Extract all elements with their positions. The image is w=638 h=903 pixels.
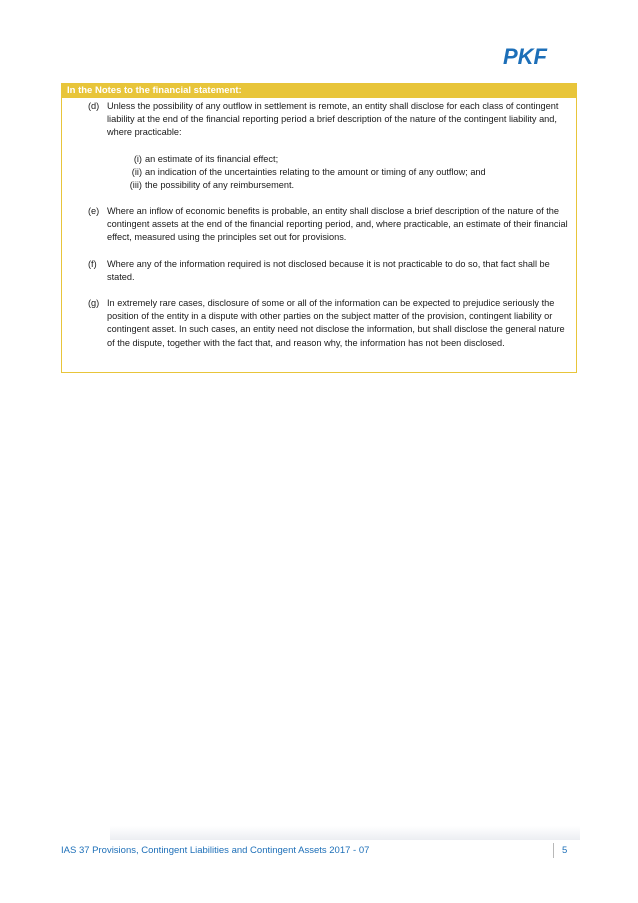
svg-text:PKF: PKF [503, 44, 547, 69]
footer-title: IAS 37 Provisions, Contingent Liabilities and Contingent Assets 2017 - 07 [61, 845, 370, 856]
footer-shade [110, 826, 580, 840]
list-item-label: (e) [88, 206, 100, 216]
list-item-label: (g) [88, 298, 100, 308]
page-number: 5 [562, 845, 568, 856]
list-item-text: Unless the possibility of any outflow in settlement is remote, an entity shall disclose for each class of contingent liability at the end of the financial reporting period a brief description of the nature of the contingent liability and, where practicable: [107, 101, 559, 138]
footer-divider [553, 843, 554, 858]
pkf-logo-icon [503, 43, 555, 69]
list-item-text: In extremely rare cases, disclosure of some or all of the information can be expected to prejudice seriously the position of the entity in a dispute with other parties on the subject matter of the provision, contingent liability or contingent asset. In such cases, an entity need not disclose the information, but shall disclose the general nature of the dispute, together with the fact that, and reason why, the information has not been disclosed. [107, 298, 565, 348]
list-item-text: Where any of the information required is not disclosed because it is not practicable to do so, that fact shall be stated. [107, 259, 550, 283]
pkf-logo [503, 43, 555, 69]
sub-item-label: (ii) [131, 167, 142, 177]
sub-item-text: the possibility of any reimbursement. [145, 180, 295, 190]
notes-box-title: In the Notes to the financial statement: [62, 84, 576, 98]
list-item-text: Where an inflow of economic benefits is probable, an entity shall disclose a brief description of the nature of the contingent assets at the end of the financial reporting period, and, where practicable, an estimate of their financial effect, measured using the principles set out for provisions. [107, 206, 568, 243]
sub-item-text: an indication of the uncertainties relating to the amount or timing of any outflow; and [145, 167, 486, 177]
sub-item-label: (i) [133, 154, 142, 164]
notes-box [61, 83, 577, 373]
list-item-label: (d) [88, 101, 100, 111]
list-item-label: (f) [88, 259, 97, 269]
sub-item-label: (iii) [129, 180, 142, 190]
sub-item-text: an estimate of its financial effect; [145, 154, 279, 164]
